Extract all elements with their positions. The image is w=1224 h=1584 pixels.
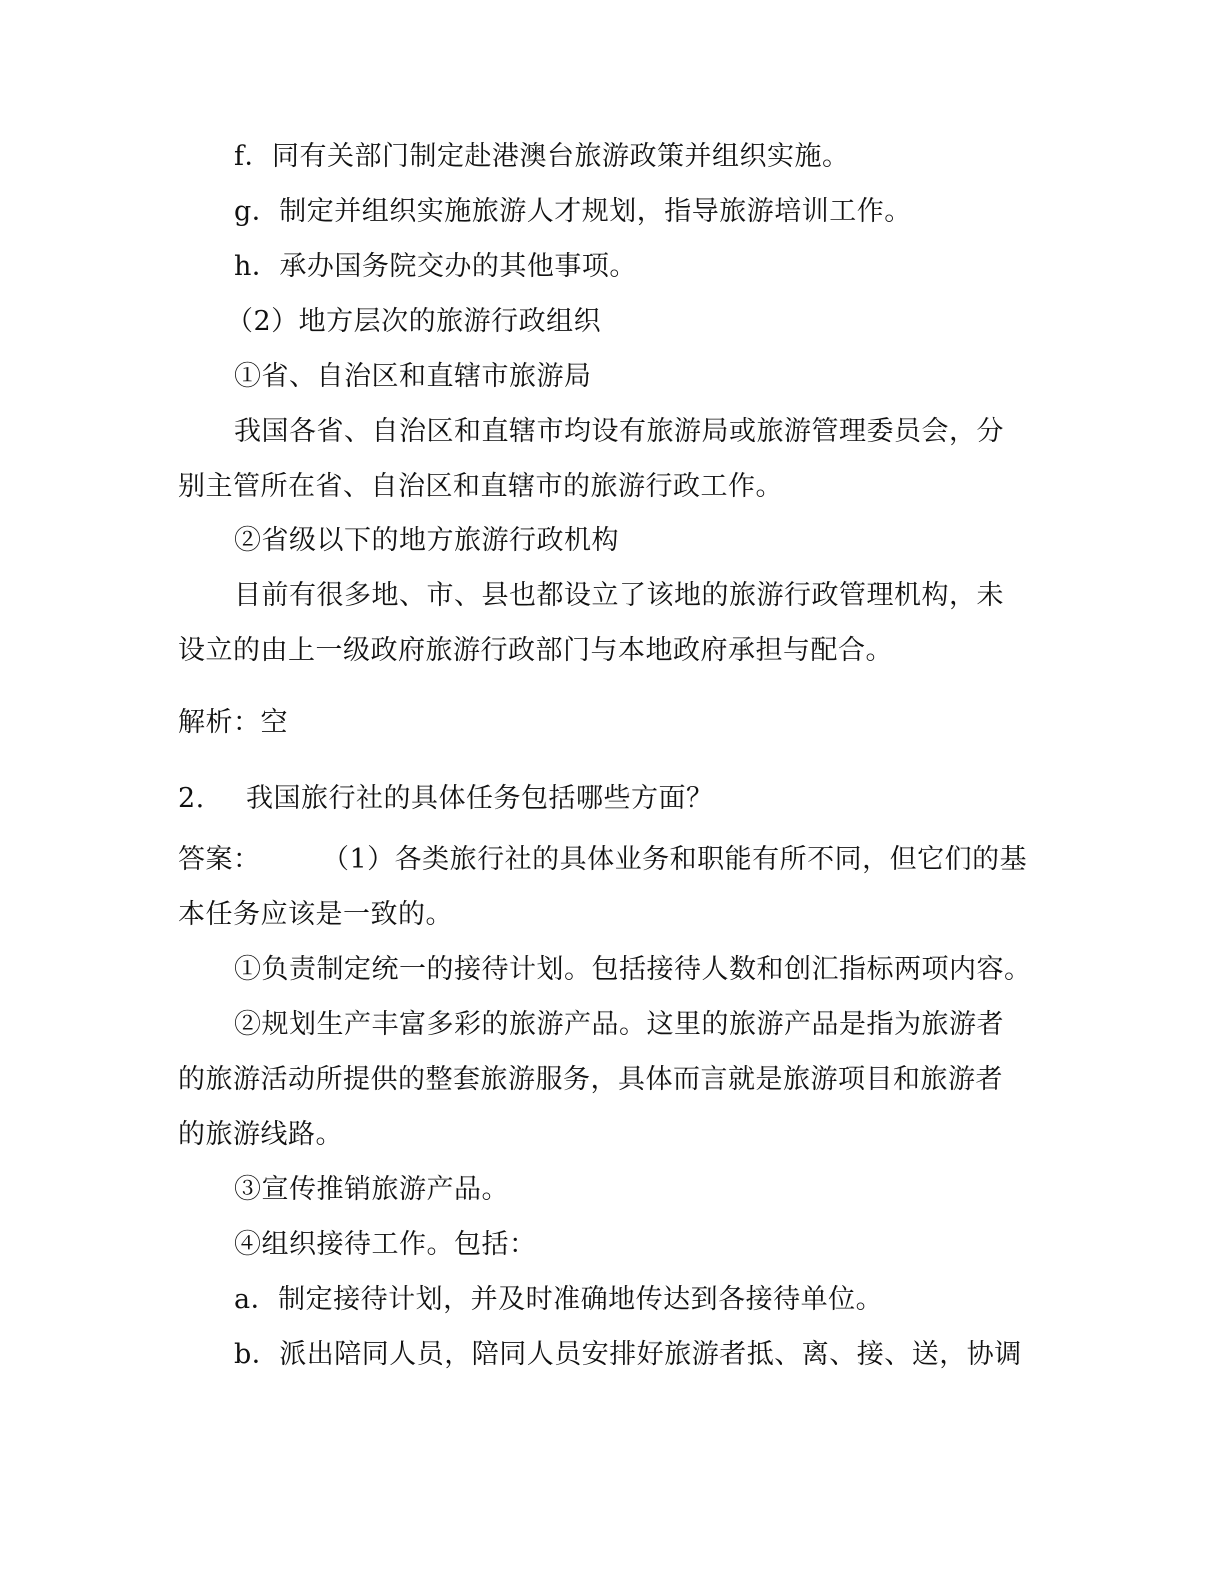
answer-point-1: ①负责制定统一的接待计划。包括接待人数和创汇指标两项内容。 xyxy=(234,954,1032,985)
paragraph-item-h: h．承办国务院交办的其他事项。 xyxy=(234,251,637,282)
paragraph-item-f: f．同有关部门制定赴港澳台旅游政策并组织实施。 xyxy=(234,141,850,172)
answer-first-line: （1）各类旅行社的具体业务和职能有所不同，但它们的基 xyxy=(322,844,1028,875)
subheading-provincial: ①省、自治区和直辖市旅游局 xyxy=(234,361,592,392)
answer-line: 本任务应该是一致的。 xyxy=(178,899,453,930)
subheading-sub-provincial: ②省级以下的地方旅游行政机构 xyxy=(234,525,619,556)
answer-label: 答案： xyxy=(178,844,261,875)
answer-line: 的旅游活动所提供的整套旅游服务，具体而言就是旅游项目和旅游者 xyxy=(178,1064,1003,1095)
paragraph-line: 我国各省、自治区和直辖市均设有旅游局或旅游管理委员会，分 xyxy=(234,416,1004,447)
answer-line: 的旅游线路。 xyxy=(178,1119,343,1150)
paragraph-line: 目前有很多地、市、县也都设立了该地的旅游行政管理机构，未 xyxy=(234,580,1004,611)
answer-point-2: ②规划生产丰富多彩的旅游产品。这里的旅游产品是指为旅游者 xyxy=(234,1009,1004,1040)
answer-item-b: b．派出陪同人员，陪同人员安排好旅游者抵、离、接、送，协调 xyxy=(234,1339,1022,1370)
answer-item-a: a．制定接待计划，并及时准确地传达到各接待单位。 xyxy=(234,1284,884,1315)
question-text: 我国旅行社的具体任务包括哪些方面？ xyxy=(246,783,714,814)
question-number: 2. xyxy=(178,783,205,814)
answer-point-3: ③宣传推销旅游产品。 xyxy=(234,1174,509,1205)
section-heading-local: （2）地方层次的旅游行政组织 xyxy=(226,306,602,337)
answer-point-4: ④组织接待工作。包括： xyxy=(234,1229,537,1260)
paragraph-item-g: g．制定并组织实施旅游人才规划，指导旅游培训工作。 xyxy=(234,196,912,227)
analysis-text: 解析：空 xyxy=(178,707,288,738)
paragraph-line: 别主管所在省、自治区和直辖市的旅游行政工作。 xyxy=(178,471,783,502)
paragraph-line: 设立的由上一级政府旅游行政部门与本地政府承担与配合。 xyxy=(178,635,893,666)
